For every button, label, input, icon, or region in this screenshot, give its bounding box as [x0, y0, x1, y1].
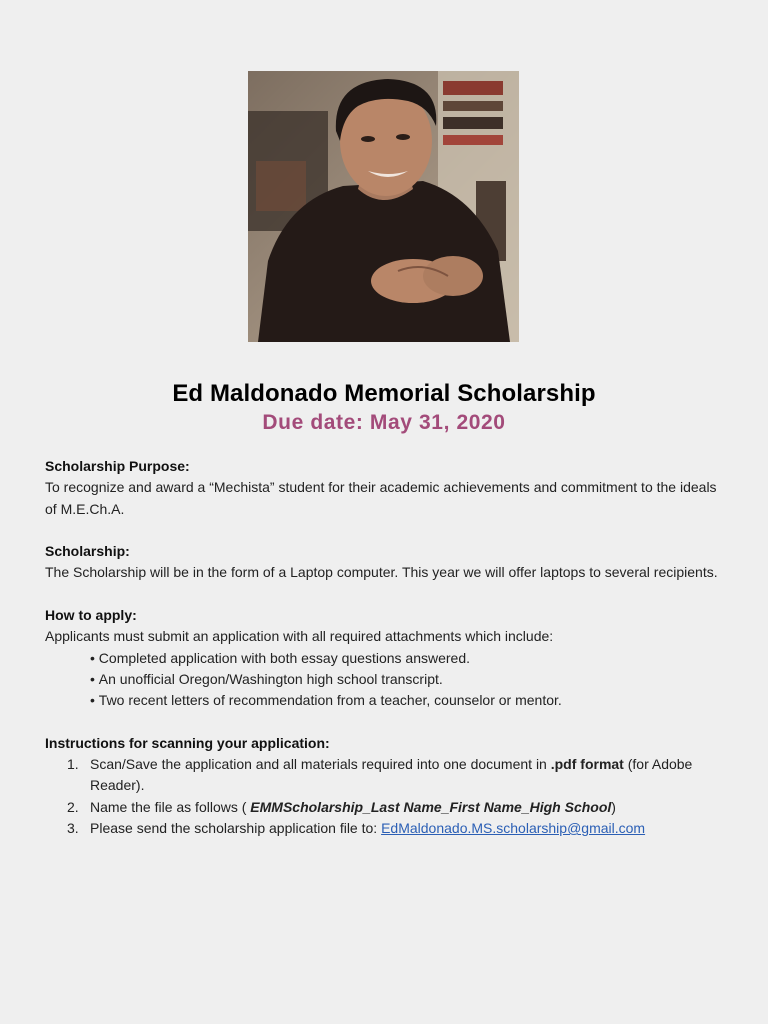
page-title: Ed Maldonado Memorial Scholarship — [172, 380, 596, 407]
instructions-heading: Instructions for scanning your application: — [45, 734, 330, 751]
purpose-text: To recognize and award a “Mechista” student for their academic achievements and commitment to the ideals of M.E.Ch.A. — [45, 479, 717, 517]
file-name-format: EMMScholarship_Last Name_First Name_High School — [250, 798, 612, 815]
due-date: Due date: May 31, 2020 — [262, 411, 506, 434]
scholarship-text: The Scholarship will be in the form of a Laptop computer. This year we will offer laptops to several recipients. — [45, 564, 718, 581]
step-text-after: ) — [611, 798, 616, 815]
step-text: Name the file as follows ( — [90, 798, 251, 815]
document-body — [45, 456, 725, 839]
list-item — [45, 797, 725, 818]
list-item: • An unofficial Oregon/Washington high school transcript. — [90, 669, 725, 690]
step-number: 2. — [67, 798, 79, 815]
how-to-apply-heading: How to apply: — [45, 607, 137, 624]
step-number: 1. — [67, 756, 79, 773]
list-item — [45, 754, 725, 797]
scholarship-heading: Scholarship: — [45, 543, 130, 560]
purpose-heading: Scholarship Purpose: — [45, 458, 190, 474]
how-to-apply-intro: Applicants must submit an application with all required attachments which include: — [45, 628, 554, 645]
portrait-photo — [248, 71, 519, 342]
step-bold: .pdf format — [550, 756, 624, 773]
email-link[interactable]: EdMaldonado.MS.scholarship@gmail.com — [381, 820, 646, 837]
step-text: Please send the scholarship application file to: — [90, 820, 382, 837]
list-item: • Two recent letters of recommendation from a teacher, counselor or mentor. — [90, 690, 725, 711]
step-number: 3. — [67, 820, 79, 837]
requirements-list — [45, 648, 725, 712]
step-text: Scan/Save the application and all materials required into one document in — [90, 756, 551, 773]
instructions-list — [45, 754, 725, 839]
step-text-after: (for Adobe Reader). — [90, 756, 693, 794]
list-item: • Completed application with both essay questions answered. — [90, 648, 725, 669]
list-item — [45, 818, 725, 839]
